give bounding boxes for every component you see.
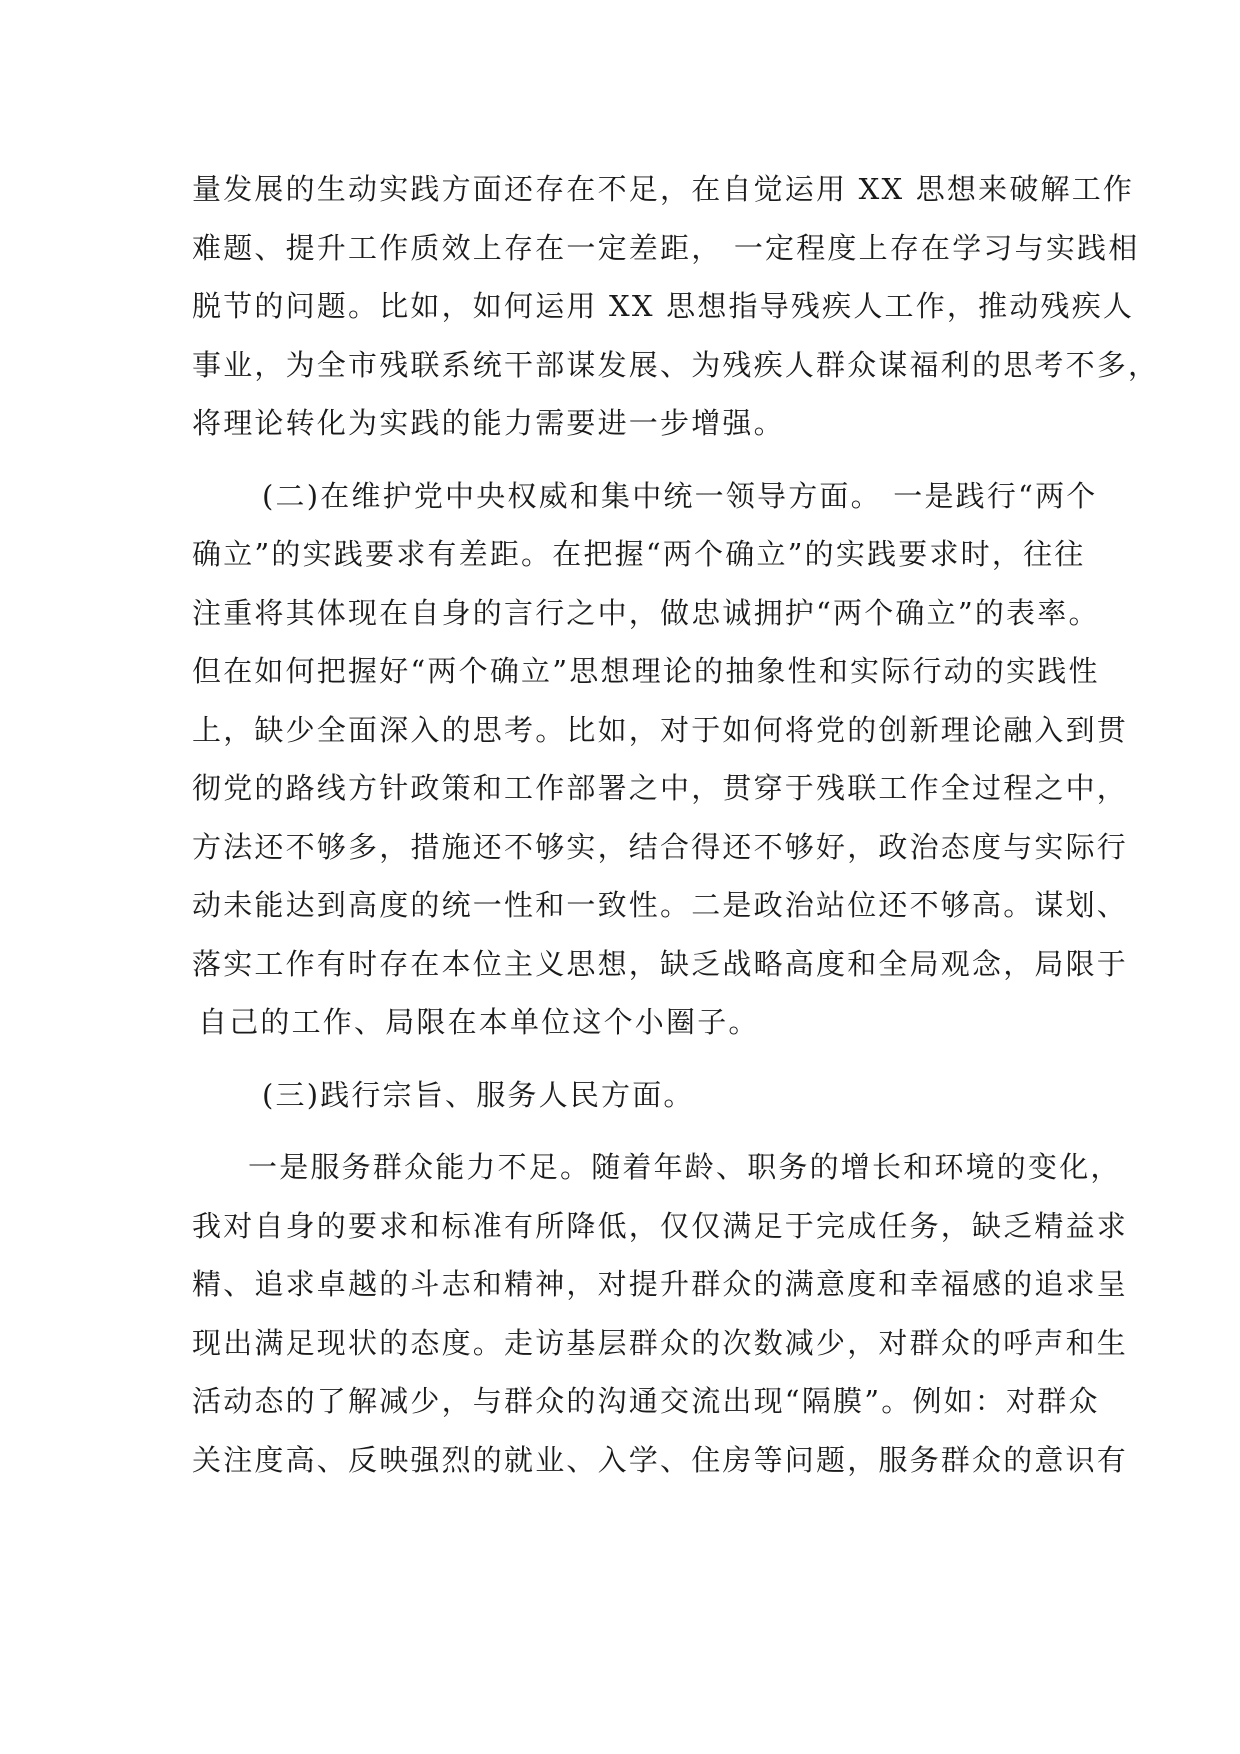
text-line: 但在如何把握好“两个确立”思想理论的抽象性和实际行动的实践性	[192, 654, 1100, 688]
text-line: 我对自身的要求和标准有所降低，仅仅满足于完成任务，缺乏精益求	[192, 1208, 1129, 1243]
paragraph-3	[192, 1066, 1052, 1125]
text-line: 精、追求卓越的斗志和精神，对提升群众的满意度和幸福感的追求呈	[192, 1267, 1129, 1301]
text-line: 现出满足现状的态度。走访基层群众的次数减少，对群众的呼声和生	[192, 1325, 1129, 1360]
text-line: 脱节的问题。比如，如何运用 XX 思想指导残疾人工作，推动残疾人	[192, 289, 1135, 323]
paragraph-2	[192, 467, 1129, 1052]
section-heading-line: (二)在维护党中央权威和集中统一领导方面。 一是践行“两个	[262, 478, 1098, 513]
text-line: 关注度高、反映强烈的就业、入学、住房等问题，服务群众的意识有	[192, 1442, 1129, 1477]
text-line: 自己的工作、局限在本单位这个小圈子。	[198, 1005, 760, 1039]
text-line: 事业，为全市残联系统干部谋发展、为残疾人群众谋福利的思考不多，	[192, 347, 1160, 382]
paragraph-1	[192, 160, 1160, 453]
document-body	[192, 160, 1160, 1489]
paragraph-spacer	[192, 1052, 1052, 1066]
text-line: 落实工作有时存在本位主义思想，缺乏战略高度和全局观念，局限于	[192, 946, 1129, 981]
text-line: 将理论转化为实践的能力需要进一步增强。	[192, 406, 785, 440]
text-line: 确立”的实践要求有差距。在把握“两个确立”的实践要求时，往往	[192, 537, 1086, 571]
text-line: 动未能达到高度的统一性和一致性。二是政治站位还不够高。谋划、	[192, 888, 1129, 922]
text-line: 一是服务群众能力不足。随着年龄、职务的增长和环境的变化，	[248, 1150, 1122, 1184]
paragraph-spacer	[192, 453, 1052, 467]
section-heading-line: (三)践行宗旨、服务人民方面。	[262, 1077, 695, 1112]
text-line: 活动态的了解减少，与群众的沟通交流出现“隔膜”。例如：对群众	[192, 1384, 1100, 1418]
text-line: 注重将其体现在自身的言行之中，做忠诚拥护“两个确立”的表率。	[192, 595, 1100, 630]
text-line: 上，缺少全面深入的思考。比如，对于如何将党的创新理论融入到贯	[192, 712, 1129, 747]
paragraph-4	[192, 1138, 1129, 1489]
text-line: 难题、提升工作质效上存在一定差距， 一定程度上存在学习与实践相	[192, 230, 1140, 265]
text-line: 量发展的生动实践方面还存在不足，在自觉运用 XX 思想来破解工作	[192, 172, 1135, 206]
text-line: 方法还不够多，措施还不够实，结合得还不够好，政治态度与实际行	[192, 829, 1129, 864]
text-line: 彻党的路线方针政策和工作部署之中，贯穿于残联工作全过程之中，	[192, 771, 1129, 805]
paragraph-spacer	[192, 1124, 1052, 1138]
